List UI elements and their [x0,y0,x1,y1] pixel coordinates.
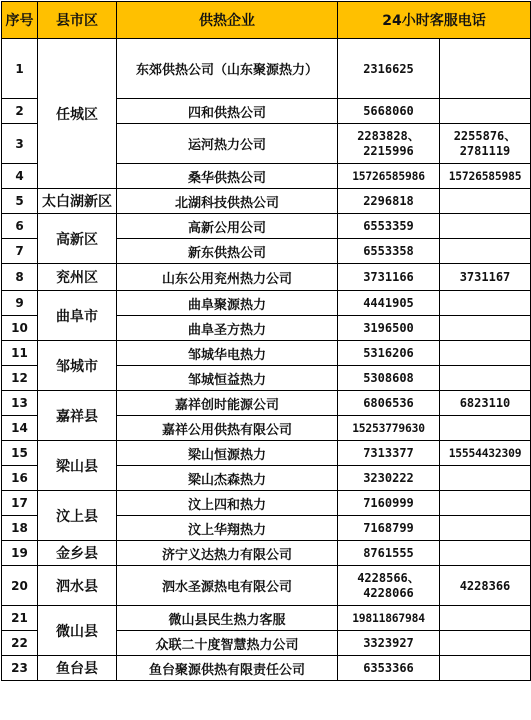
row-index: 10 [2,316,38,341]
company-name: 泗水圣源热电有限公司 [117,566,338,606]
phone-secondary [440,656,531,681]
table-row [2,341,531,366]
phone-primary: 19811867984 [338,606,440,631]
phone-secondary: 3731167 [440,264,531,291]
county-name: 嘉祥县 [38,391,117,441]
phone-primary: 5668060 [338,99,440,124]
phone-primary: 7313377 [338,441,440,466]
company-name: 济宁义达热力有限公司 [117,541,338,566]
table-row [2,566,531,606]
phone-primary: 3230222 [338,466,440,491]
phone-primary: 5316206 [338,341,440,366]
table-row [2,189,531,214]
county-name: 微山县 [38,606,117,656]
phone-secondary [440,466,531,491]
row-index: 15 [2,441,38,466]
county-name: 汶上县 [38,491,117,541]
row-index: 23 [2,656,38,681]
company-name: 曲阜圣方热力 [117,316,338,341]
phone-secondary [440,416,531,441]
county-name: 泗水县 [38,566,117,606]
table-body [2,39,531,681]
phone-secondary [440,291,531,316]
row-index: 7 [2,239,38,264]
phone-secondary [440,99,531,124]
row-index: 3 [2,124,38,164]
table-row [2,541,531,566]
company-name: 嘉祥创时能源公司 [117,391,338,416]
phone-primary: 6553358 [338,239,440,264]
phone-secondary [440,214,531,239]
table-row [2,291,531,316]
company-name: 山东公用兖州热力公司 [117,264,338,291]
heating-hotline-table [1,1,531,681]
table-row [2,214,531,239]
row-index: 20 [2,566,38,606]
phone-secondary [440,631,531,656]
phone-secondary [440,491,531,516]
company-name: 嘉祥公用供热有限公司 [117,416,338,441]
phone-primary: 4441905 [338,291,440,316]
row-index: 5 [2,189,38,214]
phone-secondary [440,341,531,366]
row-index: 8 [2,264,38,291]
company-name: 梁山恒源热力 [117,441,338,466]
table-row [2,441,531,466]
row-index: 9 [2,291,38,316]
company-name: 桑华供热公司 [117,164,338,189]
header-index: 序号 [2,2,38,39]
company-name: 四和供热公司 [117,99,338,124]
table-row [2,264,531,291]
row-index: 17 [2,491,38,516]
company-name: 邹城恒益热力 [117,366,338,391]
row-index: 21 [2,606,38,631]
header-row [2,2,531,39]
phone-primary: 2283828、 2215996 [338,124,440,164]
phone-secondary [440,516,531,541]
county-name: 鱼台县 [38,656,117,681]
row-index: 4 [2,164,38,189]
table-row [2,39,531,99]
phone-secondary [440,189,531,214]
phone-secondary [440,239,531,264]
row-index: 2 [2,99,38,124]
header-county: 县市区 [38,2,117,39]
county-name: 太白湖新区 [38,189,117,214]
header-phone: 24小时客服电话 [338,2,531,39]
company-name: 新东供热公司 [117,239,338,264]
row-index: 14 [2,416,38,441]
county-name: 梁山县 [38,441,117,491]
company-name: 众联二十度智慧热力公司 [117,631,338,656]
company-name: 鱼台聚源供热有限责任公司 [117,656,338,681]
phone-primary: 3323927 [338,631,440,656]
phone-primary: 6553359 [338,214,440,239]
phone-primary: 7168799 [338,516,440,541]
row-index: 6 [2,214,38,239]
row-index: 13 [2,391,38,416]
phone-primary: 2296818 [338,189,440,214]
company-name: 梁山杰森热力 [117,466,338,491]
phone-primary: 3196500 [338,316,440,341]
table-row [2,491,531,516]
county-name: 高新区 [38,214,117,264]
phone-secondary [440,541,531,566]
county-name: 邹城市 [38,341,117,391]
table-row [2,391,531,416]
phone-primary: 15253779630 [338,416,440,441]
phone-primary: 7160999 [338,491,440,516]
county-name: 金乡县 [38,541,117,566]
company-name: 曲阜聚源热力 [117,291,338,316]
company-name: 运河热力公司 [117,124,338,164]
phone-secondary [440,39,531,99]
phone-primary: 5308608 [338,366,440,391]
phone-secondary: 6823110 [440,391,531,416]
table-row [2,656,531,681]
company-name: 高新公用公司 [117,214,338,239]
phone-primary: 15726585986 [338,164,440,189]
row-index: 19 [2,541,38,566]
phone-secondary: 4228366 [440,566,531,606]
phone-secondary: 15554432309 [440,441,531,466]
phone-primary: 8761555 [338,541,440,566]
company-name: 汶上四和热力 [117,491,338,516]
company-name: 东郊供热公司（山东聚源热力） [117,39,338,99]
phone-primary: 6353366 [338,656,440,681]
phone-secondary [440,316,531,341]
row-index: 22 [2,631,38,656]
phone-primary: 6806536 [338,391,440,416]
phone-secondary [440,606,531,631]
county-name: 任城区 [38,39,117,189]
county-name: 曲阜市 [38,291,117,341]
phone-primary: 3731166 [338,264,440,291]
company-name: 微山县民生热力客服 [117,606,338,631]
county-name: 兖州区 [38,264,117,291]
phone-secondary [440,366,531,391]
row-index: 1 [2,39,38,99]
row-index: 18 [2,516,38,541]
header-company: 供热企业 [117,2,338,39]
row-index: 11 [2,341,38,366]
phone-secondary: 2255876、 2781119 [440,124,531,164]
company-name: 邹城华电热力 [117,341,338,366]
phone-primary: 4228566、 4228066 [338,566,440,606]
row-index: 12 [2,366,38,391]
company-name: 北湖科技供热公司 [117,189,338,214]
row-index: 16 [2,466,38,491]
company-name: 汶上华翔热力 [117,516,338,541]
table-row [2,606,531,631]
phone-secondary: 15726585985 [440,164,531,189]
phone-primary: 2316625 [338,39,440,99]
